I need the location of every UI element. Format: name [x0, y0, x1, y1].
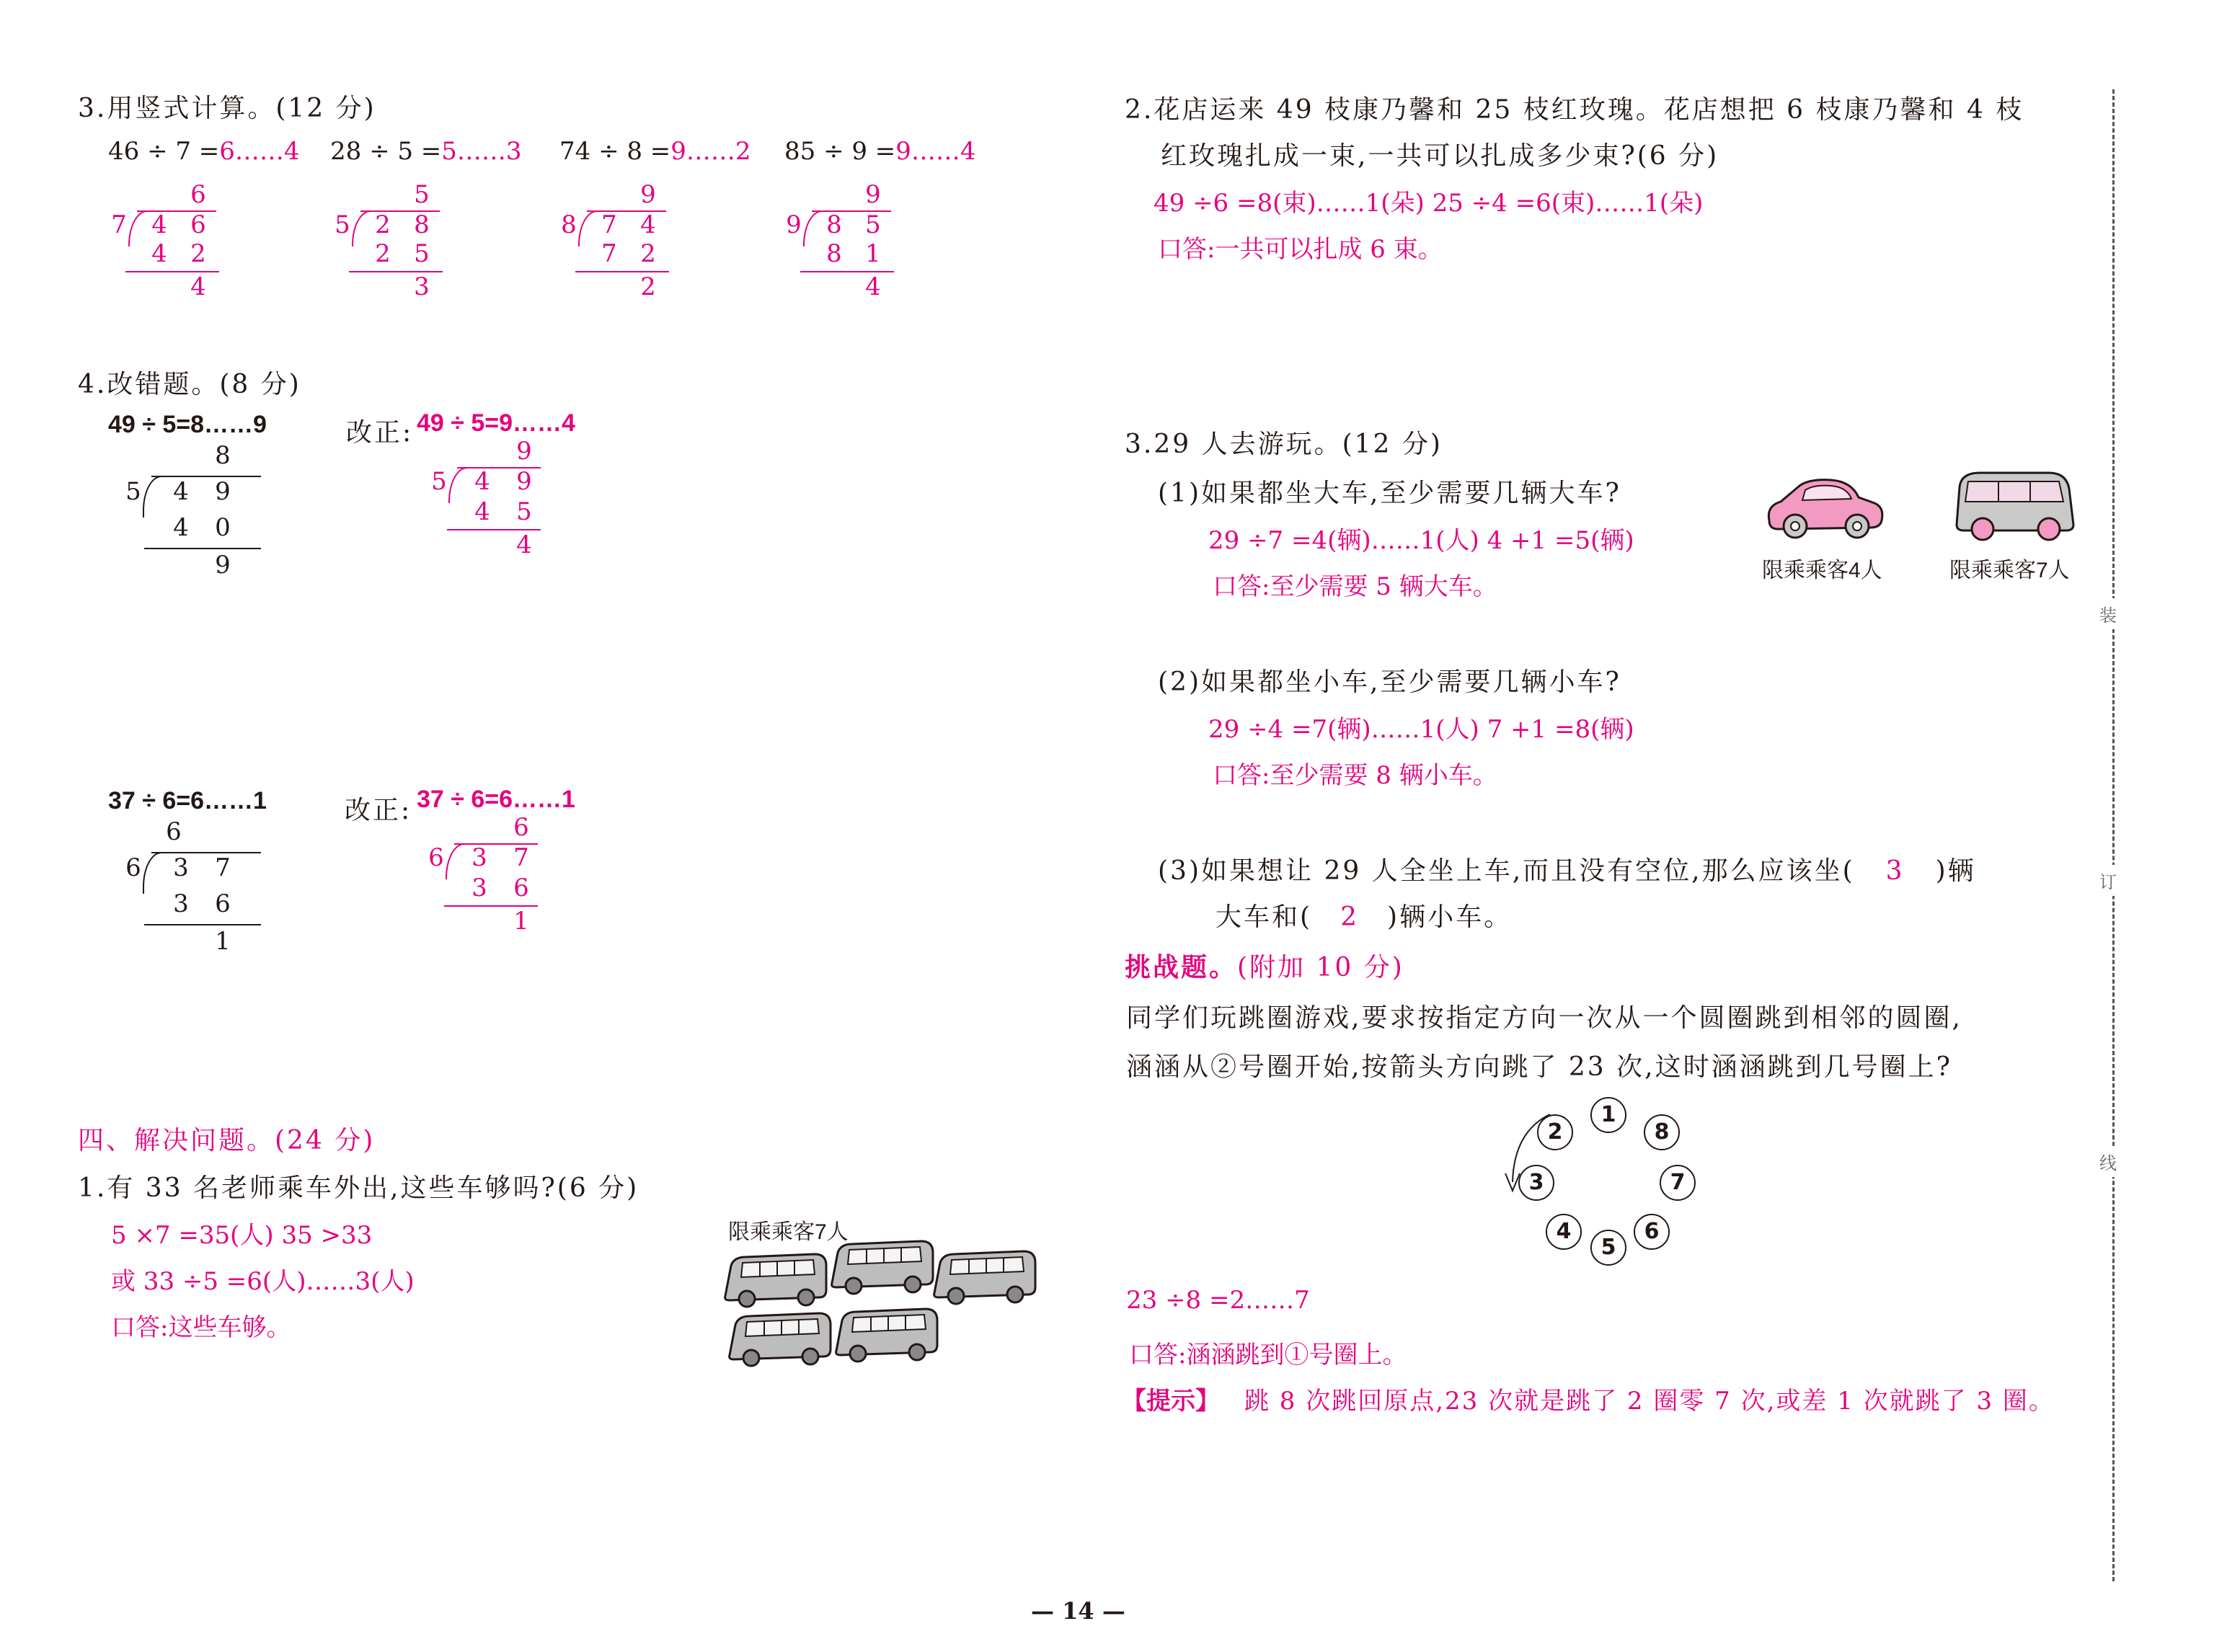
- blank-small-cars: 2: [1340, 902, 1359, 932]
- circle-8: 8: [1644, 1114, 1680, 1150]
- r-q2-line-1: 2.花店运来 49 枝康乃馨和 25 枝红玫瑰。花店想把 6 枝康乃馨和 4 枝: [1125, 95, 2024, 125]
- circle-7: 7: [1660, 1165, 1696, 1201]
- q4-fix-2: 37 ÷ 6=6……1: [417, 786, 575, 813]
- challenge-title: 挑战题。(附加 10 分): [1125, 952, 1404, 982]
- binding-mark-3: 线: [2099, 1146, 2117, 1177]
- r-q2-answer-2: 口答:一共可以扎成 6 束。: [1158, 235, 1443, 264]
- bus-caption: 限乘乘客7人: [728, 1220, 849, 1244]
- r-q3-p2-q: (2)如果都坐小车,至少需要几辆小车?: [1158, 667, 1621, 697]
- q3-title: 3.用竖式计算。(12 分): [78, 94, 376, 123]
- big-car-illustration: [1951, 467, 2078, 542]
- s4-q1-title: 1.有 33 名老师乘车外出,这些车够吗?(6 分): [78, 1173, 639, 1203]
- challenge-answer: 23 ÷8 =2……7: [1126, 1286, 1310, 1315]
- r-q3-title: 3.29 人去游玩。(12 分): [1125, 430, 1443, 459]
- r-q3-p3-line-2: 大车和( 2 )辆小车。: [1216, 902, 1513, 932]
- r-q3-p3-line-1: (3)如果想让 29 人全坐上车,而且没有空位,那么应该坐( 3 )辆: [1158, 856, 1976, 886]
- binding-line: [2112, 89, 2115, 1581]
- circle-5: 5: [1590, 1230, 1626, 1266]
- r-q3-p1-a2: 口答:至少需要 5 辆大车。: [1213, 572, 1497, 601]
- q4-fix-1: 49 ÷ 5=9……4: [417, 409, 575, 437]
- blank-big-cars: 3: [1885, 856, 1905, 886]
- r-q3-p2-a1: 29 ÷4 =7(辆)……1(人) 7 +1 =8(辆): [1208, 715, 1634, 744]
- q3-eq-1: 46 ÷ 7 =6……4: [108, 137, 300, 166]
- bus-illustration: [721, 1233, 1038, 1369]
- r-q3-p1-a1: 29 ÷7 =4(辆)……1(人) 4 +1 =5(辆): [1208, 526, 1634, 555]
- q4-title: 4.改错题。(8 分): [78, 370, 301, 399]
- circle-6: 6: [1634, 1214, 1670, 1250]
- r-q2-line-2: 红玫瑰扎成一束,一共可以扎成多少束?(6 分): [1161, 141, 1719, 171]
- circle-3: 3: [1518, 1165, 1554, 1201]
- q4-wrong-2: 37 ÷ 6=6……1: [108, 787, 267, 814]
- challenge-oral: 口答:涵涵跳到①号圈上。: [1129, 1341, 1407, 1369]
- big-car-caption: 限乘乘客7人: [1949, 559, 2070, 582]
- circle-4: 4: [1546, 1214, 1582, 1250]
- q4-correct-label-2: 改正:: [345, 796, 412, 825]
- jump-circle-diagram: [1500, 1096, 1701, 1269]
- section4-title: 四、解决问题。(24 分): [78, 1126, 376, 1155]
- challenge-line-2: 涵涵从②号圈开始,按箭头方向跳了 23 次,这时涵涵跳到几号圈上?: [1126, 1052, 1952, 1082]
- r-q3-p1-q: (1)如果都坐大车,至少需要几辆大车?: [1158, 479, 1621, 508]
- hint: 【提示】 跳 8 次跳回原点,23 次就是跳了 2 圈零 7 次,或差 1 次就跳了 3 圈。: [1122, 1387, 2055, 1416]
- binding-mark-2: 订: [2099, 865, 2117, 896]
- circle-1: 1: [1590, 1097, 1626, 1133]
- challenge-line-1: 同学们玩跳圈游戏,要求按指定方向一次从一个圆圈跳到相邻的圆圈,: [1126, 1003, 1962, 1033]
- small-car-illustration: [1762, 470, 1886, 542]
- r-q2-answer-1: 49 ÷6 =8(束)……1(朵) 25 ÷4 =6(束)……1(朵): [1154, 189, 1704, 218]
- s4-q1-line-3: 口答:这些车够。: [111, 1313, 291, 1342]
- q3-eq-2: 28 ÷ 5 =5……3: [330, 137, 522, 166]
- q4-wrong-1: 49 ÷ 5=8……9: [108, 411, 267, 438]
- s4-q1-line-2: 或 33 ÷5 =6(人)……3(人): [111, 1267, 415, 1296]
- q4-correct-label-1: 改正:: [346, 418, 414, 448]
- small-car-caption: 限乘乘客4人: [1762, 559, 1882, 582]
- circle-2: 2: [1537, 1114, 1573, 1150]
- binding-mark-1: 装: [2099, 598, 2117, 629]
- q3-eq-4: 85 ÷ 9 =9……4: [784, 137, 976, 166]
- q3-eq-3: 74 ÷ 8 =9……2: [559, 137, 751, 166]
- s4-q1-line-1: 5 ×7 =35(人) 35 >33: [111, 1221, 373, 1250]
- r-q3-p2-a2: 口答:至少需要 8 辆小车。: [1213, 761, 1497, 790]
- page-number: — 14 —: [1031, 1597, 1125, 1625]
